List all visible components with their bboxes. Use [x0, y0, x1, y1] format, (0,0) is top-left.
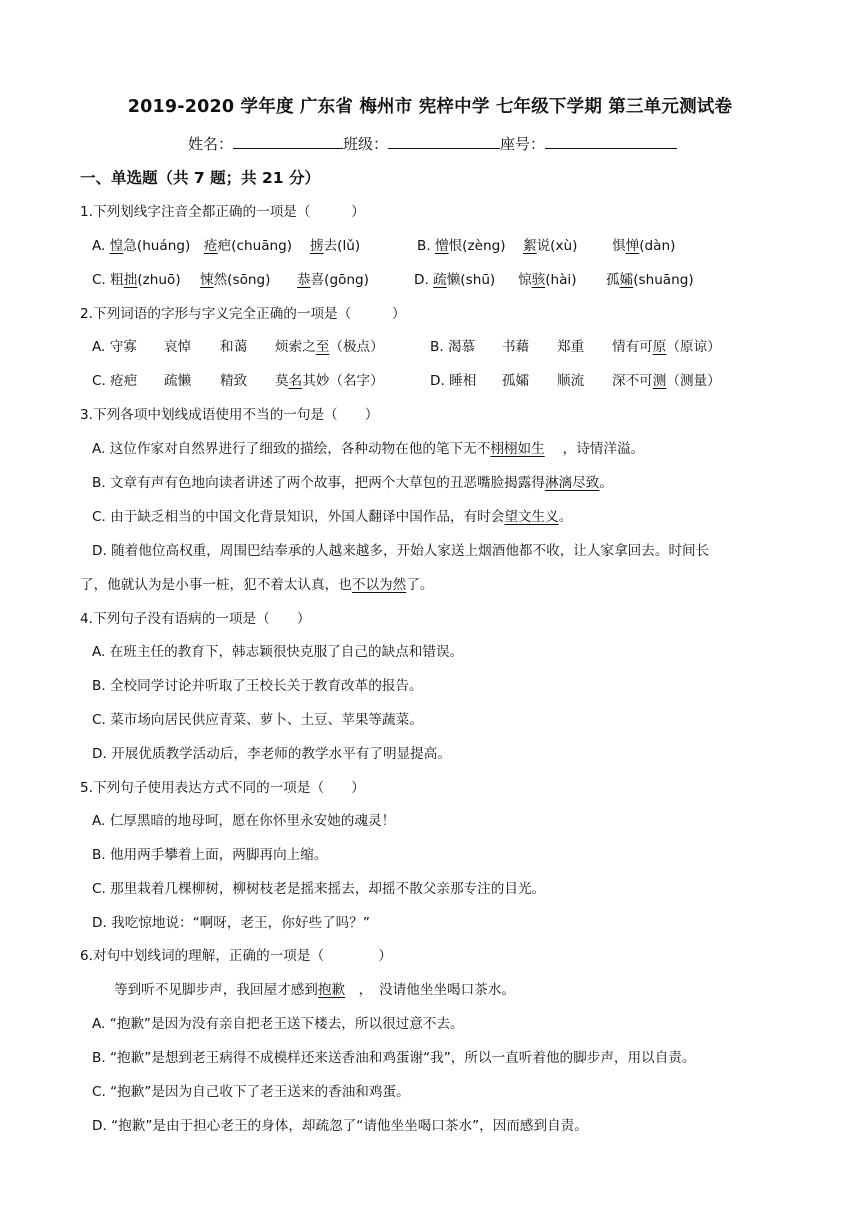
question-4-option-b: B. 全校同学讨论并听取了王校长关于教育改革的报告。 [92, 678, 423, 694]
question-5-option-b: B. 他用两手攀着上面，两脚再向上缩。 [92, 847, 328, 863]
option-b-word: 书藉 [502, 339, 530, 355]
section-heading: 一、单选题（共 7 题；共 21 分） [80, 169, 320, 187]
class-label: 班级： [343, 135, 389, 153]
question-6-quote: 等到听不见脚步声，我回屋才感到抱歉 ， 没请他坐坐喝口茶水。 [114, 982, 516, 998]
option-a: A. 守寡 [92, 339, 137, 355]
question-2-options-row-1 [92, 337, 812, 357]
question-2-stem: 2.下列词语的字形与字义完全正确的一项是（ ） [80, 306, 406, 322]
option-c-word: 精致 [220, 373, 248, 389]
question-3-option-d-line-1: D. 随着他位高权重，周围巴结奉承的人越来越多，开始人家送上烟酒他都不收，让人家拿回去。时间长 [92, 543, 710, 559]
question-5-option-a: A. 仁厚黑暗的地母呵，愿在你怀里永安她的魂灵！ [92, 813, 396, 829]
question-3-stem: 3.下列各项中划线成语使用不当的一句是（ ） [80, 407, 379, 423]
question-4-option-c: C. 菜市场向居民供应青菜、萝卜、土豆、苹果等蔬菜。 [92, 712, 423, 728]
option-b-word-3: 惧惮(dàn) [612, 238, 676, 254]
option-c: C. 粗拙(zhuō) [92, 272, 181, 288]
question-4-option-d: D. 开展优质教学活动后，李老师的教学水平有了明显提高。 [92, 746, 451, 762]
option-a-word: 哀悼 [164, 339, 192, 355]
question-3-option-b: B. 文章有声有色地向读者讲述了两个故事，把两个大草包的丑恶嘴脸揭露得淋漓尽致。 [92, 475, 613, 491]
question-6-stem: 6.对句中划线词的理解，正确的一项是（ ） [80, 948, 393, 964]
question-5-option-c: C. 那里栽着几棵柳树，柳树枝老是摇来摇去，却摇不散父亲那专注的目光。 [92, 881, 546, 897]
question-2-options-row-2 [92, 371, 812, 391]
exam-title: 2019-2020 学年度 广东省 梅州市 宪梓中学 七年级下学期 第三单元测试卷 [127, 97, 733, 117]
question-3-option-d-line-2: 了，他就认为是小事一桩，犯不着太认真，也不以为然了。 [80, 577, 434, 593]
option-a-word: 烦索之至（极点） [275, 339, 384, 355]
option-b-word: 情有可原（原谅） [612, 339, 721, 355]
question-6-option-d: D. “抱歉”是由于担心老王的身体，却疏忽了“请他坐坐喝口茶水”，因而感到自责。 [92, 1118, 588, 1134]
option-d: D. 疏懒(shū) [414, 272, 496, 288]
student-info-row [188, 133, 677, 154]
class-blank[interactable] [388, 134, 500, 149]
seat-blank[interactable] [545, 134, 677, 149]
name-label: 姓名： [188, 135, 234, 153]
option-c-word-2: 悚然(sōng) [200, 272, 271, 288]
question-1-options-row-1 [92, 236, 812, 256]
question-6-option-c: C. “抱歉”是因为自己收下了老王送来的香油和鸡蛋。 [92, 1084, 410, 1100]
option-a-word-2: 疮疤(chuāng) [204, 238, 293, 254]
option-c: C. 疮疤 [92, 373, 138, 389]
option-c-word: 莫名其妙（名字） [275, 373, 384, 389]
question-4-stem: 4.下列句子没有语病的一项是（ ） [80, 611, 311, 627]
option-d-word: 顺流 [557, 373, 585, 389]
option-d: D. 睡相 [430, 373, 477, 389]
option-c-word-3: 恭喜(gōng) [297, 272, 369, 288]
name-blank[interactable] [233, 134, 343, 149]
question-3-option-a: A. 这位作家对自然界进行了细致的描绘，各种动物在他的笔下无不栩栩如生 ，诗情洋溢。 [92, 441, 645, 457]
option-b: B. 渴慕 [430, 339, 476, 355]
option-c-word: 疏懒 [164, 373, 192, 389]
seat-label: 座号： [500, 135, 546, 153]
question-1-stem: 1.下列划线字注音全都正确的一项是（ ） [80, 204, 365, 220]
option-d-word-3: 孤孀(shuāng) [606, 272, 694, 288]
option-d-word: 孤孀 [502, 373, 530, 389]
question-5-option-d: D. 我吃惊地说：“啊呀，老王，你好些了吗？” [92, 915, 370, 931]
question-1-options-row-2 [92, 270, 812, 290]
question-6-option-a: A. “抱歉”是因为没有亲自把老王送下楼去，所以很过意不去。 [92, 1016, 464, 1032]
question-6-option-b: B. “抱歉”是想到老王病得不成模样还来送香油和鸡蛋谢“我”，所以一直听着他的脚步声，用以自责。 [92, 1050, 696, 1066]
option-a-word: 和蔼 [220, 339, 248, 355]
question-5-stem: 5.下列句子使用表达方式不同的一项是（ ） [80, 780, 365, 796]
option-d-word-2: 惊骇(hài) [518, 272, 577, 288]
option-b-word-2: 絮说(xù) [523, 238, 578, 254]
option-b-word: 郑重 [557, 339, 585, 355]
option-a: A. 惶急(huáng) [92, 238, 191, 254]
question-4-option-a: A. 在班主任的教育下，韩志颖很快克服了自己的缺点和错误。 [92, 644, 464, 660]
option-a-word-3: 掳去(lǔ) [310, 238, 361, 254]
question-3-option-c: C. 由于缺乏相当的中国文化背景知识，外国人翻译中国作品，有时会望文生义。 [92, 509, 573, 525]
option-b: B. 憎恨(zèng) [417, 238, 506, 254]
option-d-word: 深不可测（测量） [612, 373, 721, 389]
